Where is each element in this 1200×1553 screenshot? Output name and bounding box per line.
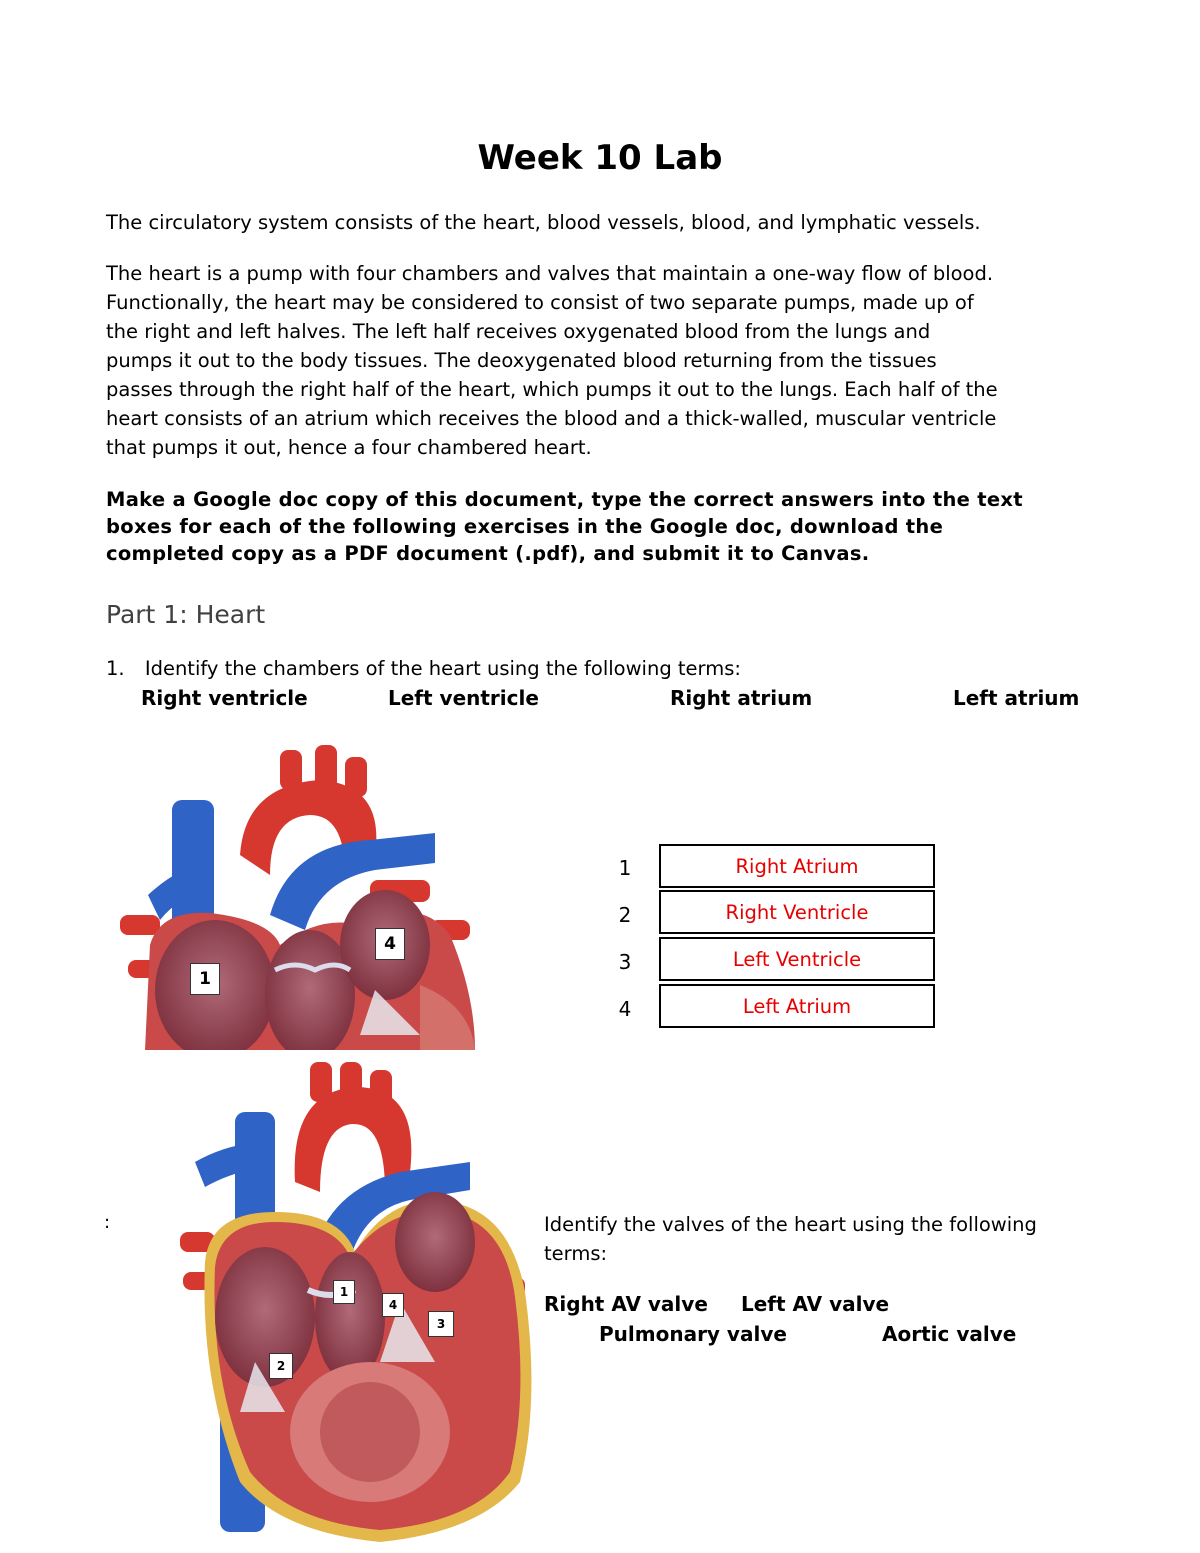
intro-paragraph: The circulatory system consists of the heart, blood vessels, blood, and lymphatic vessels. bbox=[106, 211, 981, 234]
chamber-label-1: 1 bbox=[190, 963, 220, 995]
heart-figure-valves bbox=[180, 1062, 540, 1542]
answer-number: 2 bbox=[618, 903, 632, 927]
description-line: pumps it out to the body tissues. The deoxygenated blood returning from the tissues bbox=[106, 349, 937, 372]
answer-field-2[interactable]: Right Ventricle bbox=[659, 890, 935, 934]
instruction-line: Make a Google doc copy of this document, type the correct answers into the text bbox=[106, 488, 1023, 511]
term-right-atrium: Right atrium bbox=[670, 686, 813, 710]
term-right-av-valve: Right AV valve bbox=[544, 1292, 708, 1316]
question-2-marker: : bbox=[104, 1212, 111, 1233]
answer-number: 3 bbox=[618, 950, 632, 974]
valve-label-3: 3 bbox=[428, 1311, 454, 1337]
answer-field-4[interactable]: Left Atrium bbox=[659, 984, 935, 1028]
question-text-line: Identify the valves of the heart using the following bbox=[544, 1213, 1037, 1236]
page-title: Week 10 Lab bbox=[477, 138, 723, 178]
term-aortic-valve: Aortic valve bbox=[882, 1322, 1017, 1346]
chamber-label-4: 4 bbox=[375, 928, 405, 960]
description-line: The heart is a pump with four chambers and valves that maintain a one-way flow of blood. bbox=[106, 262, 994, 285]
instruction-line: boxes for each of the following exercises in the Google doc, download the bbox=[106, 515, 944, 538]
description-line: passes through the right half of the heart, which pumps it out to the lungs. Each half of the bbox=[106, 378, 998, 401]
part1-heading: Part 1: Heart bbox=[106, 600, 266, 629]
valve-label-1: 1 bbox=[333, 1280, 355, 1304]
instruction-line: completed copy as a PDF document (.pdf), and submit it to Canvas. bbox=[106, 542, 870, 565]
question-2 bbox=[544, 1210, 1104, 1268]
description-line: Functionally, the heart may be considered to consist of two separate pumps, made up of bbox=[106, 291, 974, 314]
heart-figure-chambers bbox=[120, 745, 480, 1050]
instructions bbox=[106, 486, 1106, 567]
valve-label-4: 4 bbox=[382, 1293, 404, 1317]
answer-field-1[interactable]: Right Atrium bbox=[659, 844, 935, 888]
heart-description bbox=[106, 259, 1106, 462]
valve-label-2: 2 bbox=[269, 1353, 293, 1379]
term-left-atrium: Left atrium bbox=[953, 686, 1080, 710]
answer-number: 1 bbox=[618, 856, 632, 880]
description-line: heart consists of an atrium which receives the blood and a thick-walled, muscular ventricle bbox=[106, 407, 997, 430]
term-pulmonary-valve: Pulmonary valve bbox=[599, 1322, 787, 1346]
description-line: that pumps it out, hence a four chambered heart. bbox=[106, 436, 592, 459]
answer-field-3[interactable]: Left Ventricle bbox=[659, 937, 935, 981]
description-line: the right and left halves. The left half receives oxygenated blood from the lungs and bbox=[106, 320, 931, 343]
question-text: Identify the chambers of the heart using the following terms: bbox=[144, 657, 741, 680]
term-left-ventricle: Left ventricle bbox=[388, 686, 539, 710]
term-left-av-valve: Left AV valve bbox=[741, 1292, 890, 1316]
question-text-line: terms: bbox=[544, 1242, 608, 1265]
question-number: 1. bbox=[106, 657, 125, 680]
term-right-ventricle: Right ventricle bbox=[141, 686, 308, 710]
question-1 bbox=[106, 657, 741, 680]
answer-number: 4 bbox=[618, 997, 632, 1021]
